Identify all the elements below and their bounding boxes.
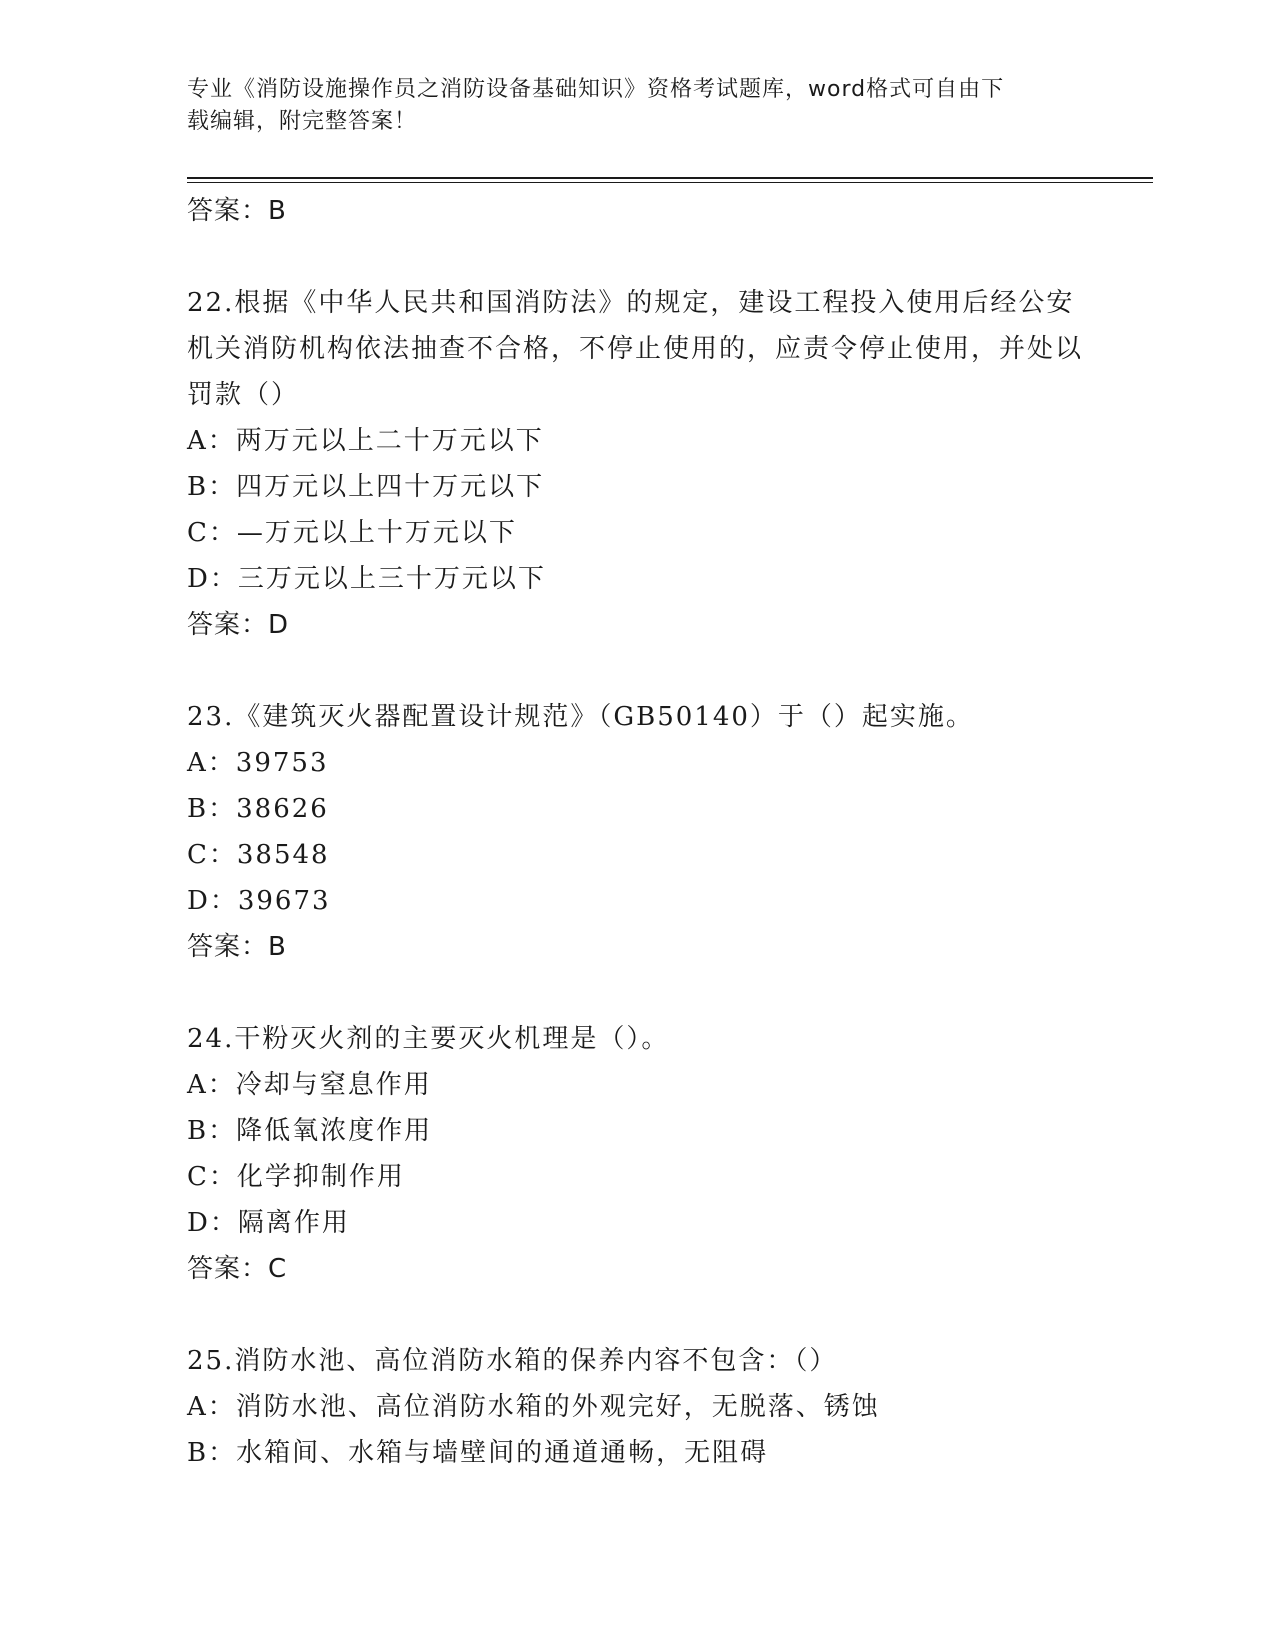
- document-header: [187, 74, 1087, 138]
- answer-line: 答案：B: [187, 932, 287, 962]
- question-list: [187, 188, 1087, 1476]
- option-a: A：冷却与窒息作用: [187, 1070, 432, 1100]
- header-line-1: 专业《消防设施操作员之消防设备基础知识》资格考试题库，word格式可自由下: [187, 77, 1005, 102]
- option-a: A：39753: [187, 748, 329, 778]
- option-d: D：三万元以上三十万元以下: [187, 564, 546, 594]
- option-b: B：水箱间、水箱与墙壁间的通道通畅，无阻碍: [187, 1438, 769, 1468]
- option-a: A：两万元以上二十万元以下: [187, 426, 544, 456]
- answer-line: 答案：D: [187, 610, 290, 640]
- question-text: 24.干粉灭火剂的主要灭火机理是（）。: [187, 1024, 670, 1054]
- question-24: [187, 1016, 1087, 1292]
- question-text: 25.消防水池、高位消防水箱的保养内容不包含：（）: [187, 1346, 838, 1376]
- option-a: A：消防水池、高位消防水箱的外观完好，无脱落、锈蚀: [187, 1392, 880, 1422]
- header-divider: [187, 177, 1153, 179]
- answer-line: 答案：B: [187, 196, 287, 226]
- question-22: [187, 280, 1087, 648]
- answer-line: 答案：C: [187, 1254, 288, 1284]
- option-c: C：化学抑制作用: [187, 1162, 405, 1192]
- question-25: [187, 1338, 1087, 1476]
- header-line-2: 载编辑，附完整答案！: [187, 109, 418, 134]
- option-c: C：—万元以上十万元以下: [187, 518, 517, 548]
- question-text: 23.《建筑灭火器配置设计规范》（GB50140）于（）起实施。: [187, 702, 974, 732]
- question-23: [187, 694, 1087, 970]
- option-b: B：38626: [187, 794, 329, 824]
- option-d: D：隔离作用: [187, 1208, 350, 1238]
- option-b: B：降低氧浓度作用: [187, 1116, 433, 1146]
- question-text: 22.根据《中华人民共和国消防法》的规定，建设工程投入使用后经公安机关消防机构依法抽查不合格，不停止使用的，应责令停止使用，并处以罚款（）: [187, 288, 1084, 410]
- option-c: C：38548: [187, 840, 330, 870]
- option-d: D：39673: [187, 886, 331, 916]
- option-b: B：四万元以上四十万元以下: [187, 472, 545, 502]
- header-divider-thin: [187, 182, 1153, 183]
